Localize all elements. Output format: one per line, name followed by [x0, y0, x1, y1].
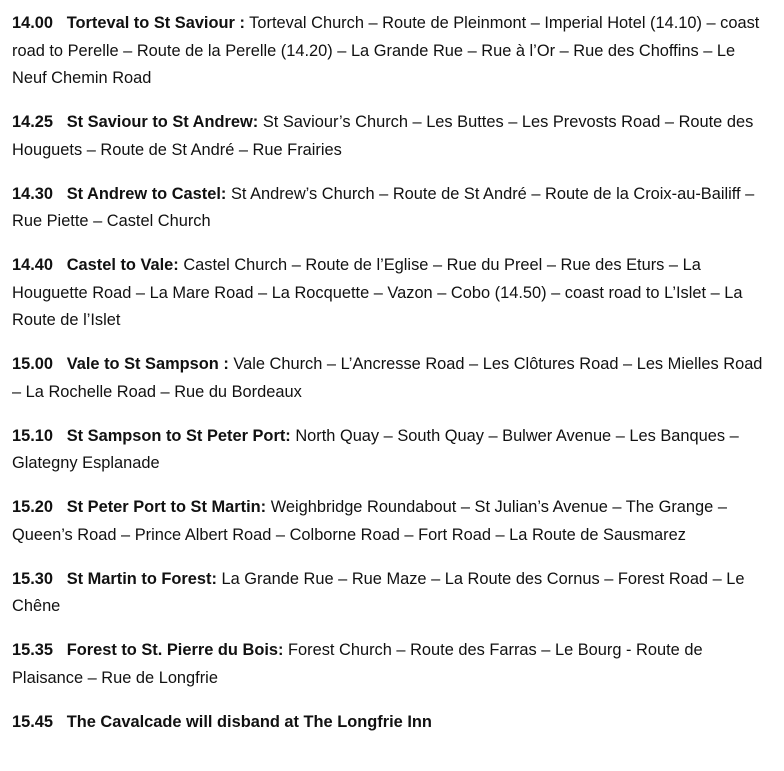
entry-route: Forest Church – Route des Farras – Le Bourg - Route de Plaisance – Rue de Longfrie — [12, 641, 703, 687]
entry-time: 14.30 — [12, 184, 54, 203]
schedule-entry-1545 — [12, 709, 764, 737]
entry-title: Vale to St Sampson : — [66, 355, 229, 373]
entry-route: Weighbridge Roundabout – St Julian’s Avenue – The Grange – Queen’s Road – Prince Albert Road – Colborne Road – Fort Road – La Route de Sausmarez — [12, 498, 727, 544]
entry-title: St Martin to Forest: — [66, 569, 217, 588]
entry-title: St Andrew to Castel: — [66, 184, 227, 203]
schedule-entry-1430 — [12, 181, 764, 236]
schedule-entry-1535 — [12, 637, 764, 692]
entry-route: North Quay – South Quay – Bulwer Avenue – Les Banques – Glategny Esplanade — [12, 426, 739, 472]
entry-route: La Grande Rue – Rue Maze – La Route des Cornus – Forest Road – Le Chêne — [12, 569, 745, 615]
entry-title: The Cavalcade will disband at The Longfrie Inn — [66, 712, 432, 731]
entry-time: 15.10 — [12, 426, 54, 445]
schedule-entry-1520 — [12, 494, 764, 549]
schedule-entry-1500 — [12, 351, 764, 406]
entry-route: Torteval Church – Route de Pleinmont – Imperial Hotel (14.10) – coast road to Perelle – Route de la Perelle (14.20) – La Grande Rue – Rue à l’Or – Rue des Choffins – Le Neuf Chemin Road — [12, 14, 760, 87]
entry-title: Forest to St. Pierre du Bois: — [66, 641, 284, 659]
schedule-entry-1440 — [12, 252, 764, 335]
entry-time: 15.45 — [12, 712, 54, 731]
schedule-entry-1425 — [12, 109, 764, 164]
entry-time: 15.35 — [12, 641, 54, 659]
schedule-entry-1510 — [12, 423, 764, 478]
entry-time: 14.00 — [12, 14, 54, 32]
entry-route: St Andrew’s Church – Route de St André – Route de la Croix-au-Bailiff – Rue Piette – Castel Church — [12, 184, 755, 230]
entry-route: Vale Church – L’Ancresse Road – Les Clôtures Road – Les Mielles Road – La Rochelle Road – Rue du Bordeaux — [12, 355, 763, 401]
route-schedule-document — [12, 10, 764, 753]
entry-time: 15.00 — [12, 355, 54, 373]
entry-route: Castel Church – Route de l’Eglise – Rue du Preel – Rue des Eturs – La Houguette Road – La Mare Road – La Rocquette – Vazon – Cobo (14.50) – coast road to L’Islet – La Route de l’Islet — [12, 256, 743, 329]
entry-title: Torteval to St Saviour : — [66, 14, 245, 32]
entry-route: St Saviour’s Church – Les Buttes – Les Prevosts Road – Route des Houguets – Route de St André – Rue Frairies — [12, 113, 754, 159]
schedule-entry-1530 — [12, 566, 764, 621]
entry-title: St Sampson to St Peter Port: — [66, 426, 291, 445]
entry-title: St Saviour to St Andrew: — [66, 113, 259, 131]
entry-time: 15.20 — [12, 498, 54, 516]
schedule-entry-1400 — [12, 10, 764, 93]
entry-time: 14.25 — [12, 113, 54, 131]
entry-time: 15.30 — [12, 569, 54, 588]
entry-title: Castel to Vale: — [66, 256, 179, 274]
entry-title: St Peter Port to St Martin: — [66, 498, 267, 516]
entry-time: 14.40 — [12, 256, 54, 274]
